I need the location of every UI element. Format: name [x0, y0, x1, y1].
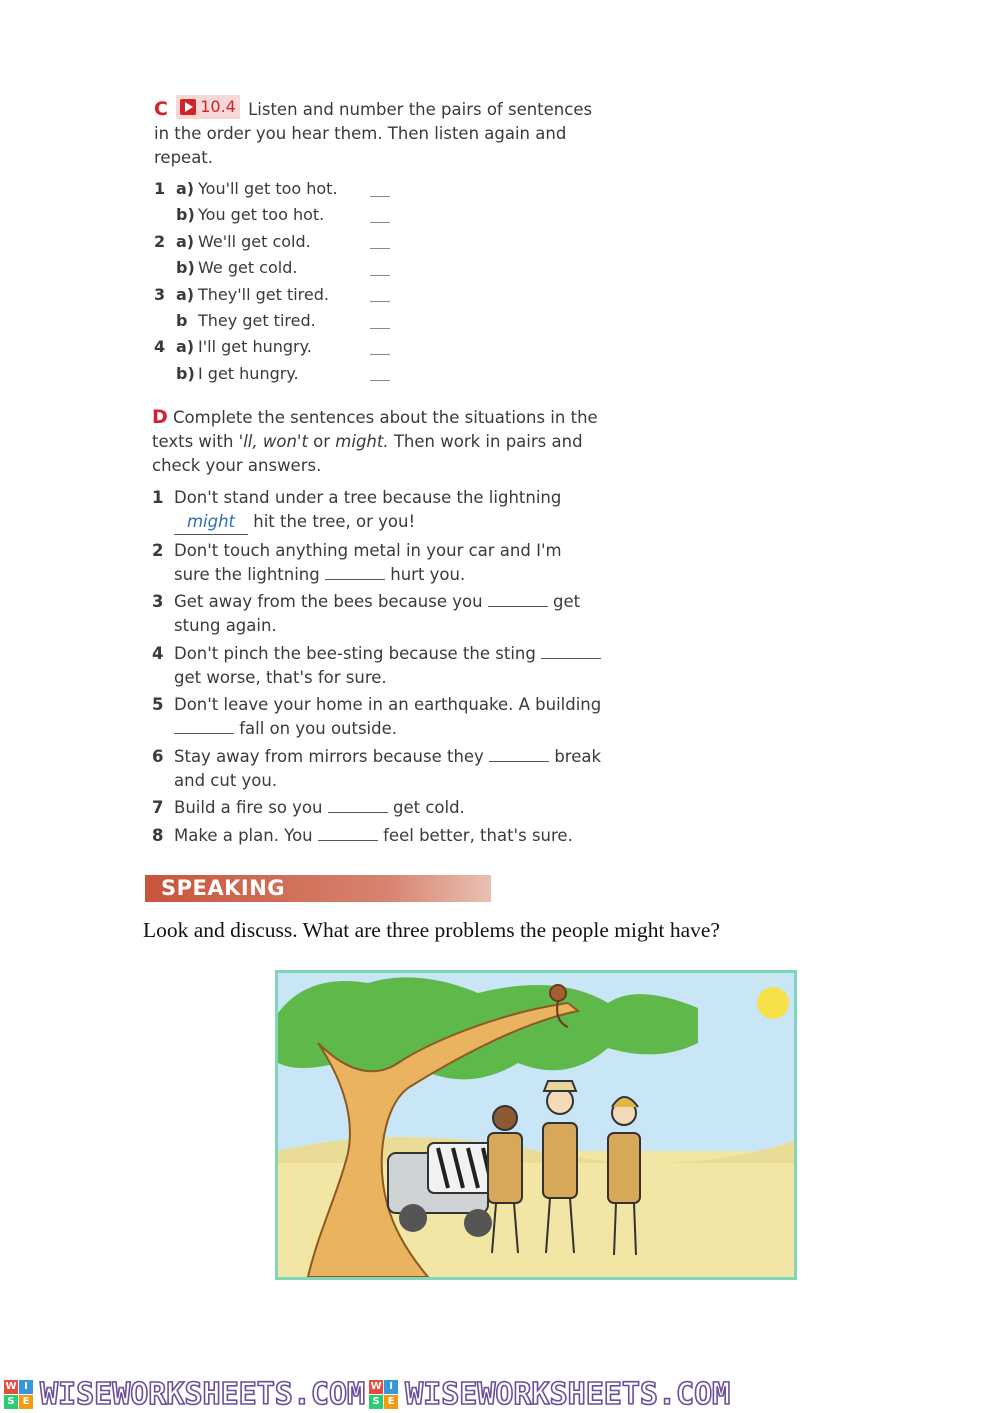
speaking-heading-bar	[145, 875, 491, 902]
pair-number: 2	[154, 231, 166, 251]
answer-blank[interactable]	[541, 642, 601, 659]
order-blank[interactable]	[370, 182, 390, 197]
example-answer: might	[174, 510, 248, 535]
order-blank[interactable]	[370, 287, 390, 302]
list-item: 4 Don't pinch the bee-sting because the sting get worse, that's for sure.	[152, 642, 602, 690]
footer-watermark	[0, 1376, 1000, 1413]
speaking-heading: SPEAKING	[161, 876, 286, 900]
pair-row	[154, 202, 594, 228]
pair-row	[154, 229, 594, 255]
audio-track-number: 10.4	[200, 97, 236, 116]
audio-track-button[interactable]	[176, 95, 240, 119]
watermark-text: WISEWORKSHEETS.COM	[40, 1377, 366, 1412]
list-item: 1 Don't stand under a tree because the lightning might hit the tree, or you!	[152, 486, 602, 535]
option-label: b)	[176, 205, 195, 225]
pair-number: 3	[154, 284, 166, 304]
exercise-d-letter: D	[152, 406, 168, 428]
exercise-c-letter: C	[154, 98, 168, 120]
order-blank[interactable]	[370, 366, 390, 381]
pair-row	[154, 308, 594, 334]
pair-list	[154, 176, 594, 387]
play-icon[interactable]	[180, 99, 196, 115]
wiseworksheets-logo: W I S E	[369, 1380, 399, 1410]
answer-blank[interactable]	[328, 796, 388, 813]
order-blank[interactable]	[370, 234, 390, 249]
pair-row	[154, 255, 594, 281]
list-item: 8 Make a plan. You feel better, that's sure.	[152, 825, 573, 845]
list-item: 6 Stay away from mirrors because they break and cut you.	[152, 746, 602, 790]
option-sentence: They'll get tired.	[198, 284, 329, 304]
order-blank[interactable]	[370, 261, 390, 276]
pair-number: 1	[154, 179, 166, 198]
list-item: 2 Don't touch anything metal in your car and I'm sure the lightning hurt you.	[152, 540, 562, 584]
option-label: b	[176, 310, 188, 330]
pair-row	[154, 361, 594, 387]
watermark-text: WISEWORKSHEETS.COM	[405, 1377, 731, 1412]
watermark-block	[365, 1376, 730, 1413]
pair-number: 4	[154, 337, 166, 357]
pair-row	[154, 334, 594, 360]
order-blank[interactable]	[370, 208, 390, 223]
answer-blank[interactable]	[174, 717, 234, 734]
exercise-c-instruction-text: Listen and number the pairs of sentences in the order you hear them. Then listen again and repeat.	[154, 100, 593, 167]
sentence-list	[152, 486, 602, 848]
exercise-c-instruction	[154, 95, 594, 170]
option-label: a)	[176, 231, 195, 251]
list-item: 5 Don't leave your home in an earthquake. A building fall on you outside.	[152, 695, 602, 738]
order-blank[interactable]	[370, 340, 390, 355]
pair-row	[154, 282, 594, 308]
watermark-block	[0, 1376, 365, 1413]
option-label: a)	[176, 284, 195, 304]
option-label: a)	[176, 179, 195, 198]
answer-blank[interactable]	[489, 745, 549, 762]
option-sentence: I get hungry.	[198, 363, 299, 383]
option-sentence: You'll get too hot.	[198, 179, 338, 198]
wiseworksheets-logo: W I S E	[4, 1380, 34, 1410]
answer-blank[interactable]	[325, 563, 385, 580]
option-label: b)	[176, 363, 195, 383]
list-item: 3 Get away from the bees because you get stung again.	[152, 592, 581, 635]
option-sentence: I'll get hungry.	[198, 337, 312, 357]
option-label: b)	[176, 258, 195, 278]
pair-row	[154, 176, 594, 202]
list-item: 7 Build a fire so you get cold.	[152, 798, 465, 817]
option-sentence: You get too hot.	[198, 205, 325, 225]
option-sentence: They get tired.	[198, 310, 316, 330]
speaking-question: Look and discuss. What are three problems the people might have?	[143, 918, 720, 942]
safari-illustration	[275, 970, 797, 1280]
answer-blank[interactable]	[318, 824, 378, 841]
option-label: a)	[176, 337, 195, 357]
option-sentence: We'll get cold.	[198, 231, 311, 251]
order-blank[interactable]	[370, 314, 390, 329]
option-sentence: We get cold.	[198, 258, 298, 278]
exercise-c	[154, 95, 594, 387]
answer-blank[interactable]	[488, 590, 548, 607]
safari-scene-image	[278, 973, 794, 1277]
exercise-d-instruction: D Complete the sentences about the situations in the texts with 'll, won't or might. Then work in pairs and check your answers.	[152, 406, 598, 475]
exercise-d	[152, 405, 602, 851]
